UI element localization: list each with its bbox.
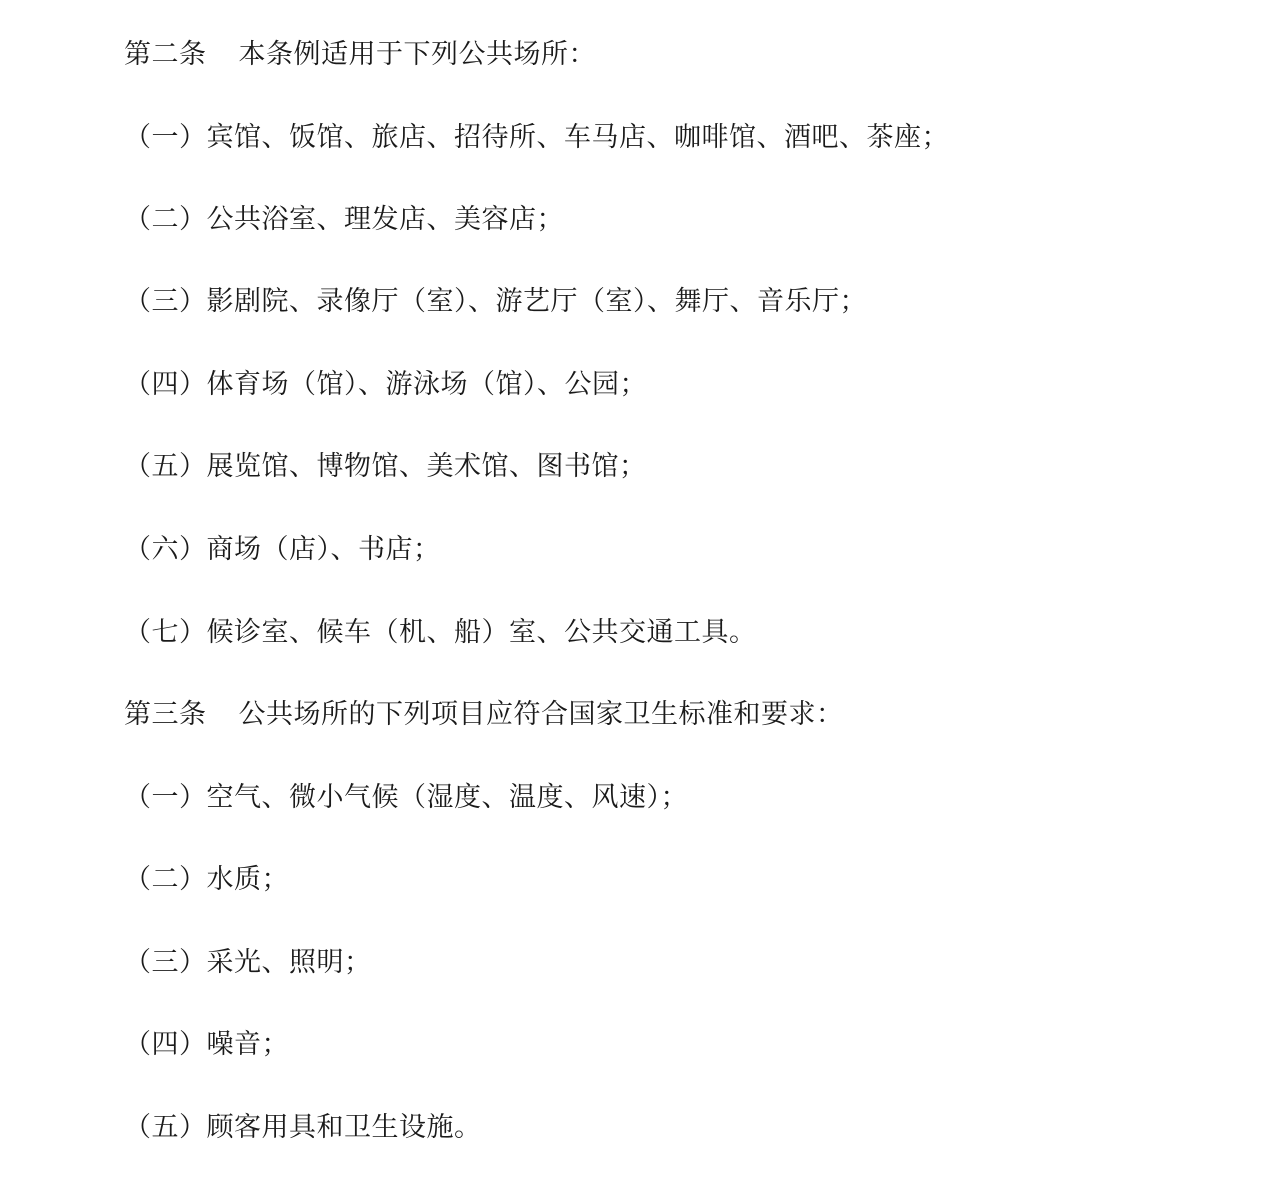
article-3-item-4: （四）噪音； [124,1029,289,1060]
article-3-item-5: （五）顾客用具和卫生设施。 [124,1112,482,1143]
article-3-item-1: （一）空气、微小气候（湿度、温度、风速）； [124,782,688,813]
article-3-item-2: （二）水质； [124,864,289,895]
article-3-text: 公共场所的下列项目应符合国家卫生标准和要求： [238,699,844,730]
article-2-item-3: （三）影剧院、录像厅（室）、游艺厅（室）、舞厅、音乐厅； [124,286,867,317]
article-2-item-1: （一）宾馆、饭馆、旅店、招待所、车马店、咖啡馆、酒吧、茶座； [124,122,949,153]
article-2-item-5: （五）展览馆、博物馆、美术馆、图书馆； [124,451,647,482]
article-3-label: 第三条 [124,699,207,730]
article-2-text: 本条例适用于下列公共场所： [238,39,596,70]
article-2-item-2: （二）公共浴室、理发店、美容店； [124,204,564,235]
article-3-heading [124,695,844,735]
article-2-item-6: （六）商场（店）、书店； [124,534,441,565]
article-2-heading [124,35,596,75]
article-3-item-3: （三）采光、照明； [124,947,372,978]
article-2-item-7: （七）候诊室、候车（机、船）室、公共交通工具。 [124,617,757,648]
article-2-label: 第二条 [124,39,207,70]
article-2-item-4: （四）体育场（馆）、游泳场（馆）、公园； [124,369,647,400]
